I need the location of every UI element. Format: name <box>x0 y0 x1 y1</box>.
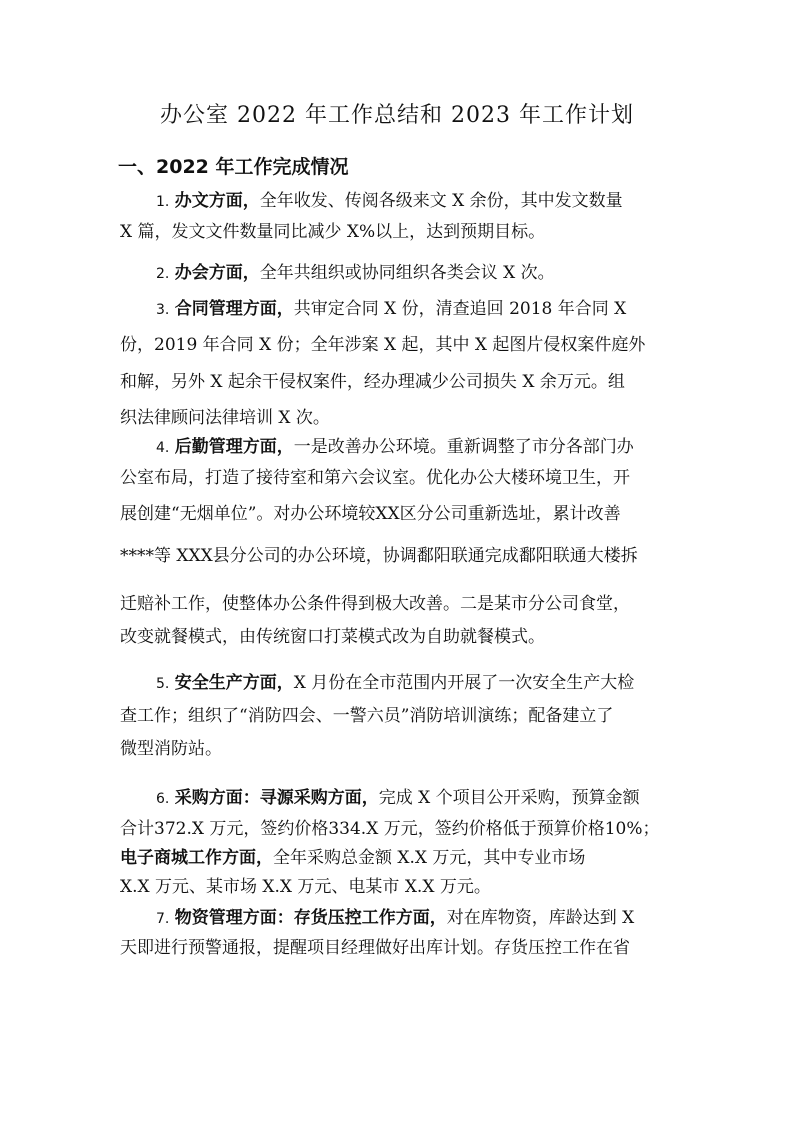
item-number: 4. <box>156 440 170 456</box>
item-heading: 采购方面：寻源采购方面， <box>174 788 379 808</box>
item-text: 全年收发、传阅各级来文 X 余份，其中发文数量 <box>259 191 623 211</box>
item-number: 1. <box>156 194 170 210</box>
paragraph-line: 织法律顾问法律培训 X 次。 <box>120 408 330 428</box>
item-text: 共审定合同 X 份，清查追回 2018 年合同 X <box>293 299 627 319</box>
paragraph-line <box>156 787 640 810</box>
item-heading: 后勤管理方面， <box>174 437 294 457</box>
paragraph-line: 查工作；组织了“消防四会、一警六员”消防培训演练；配备建立了 <box>120 706 614 726</box>
item-number: 5. <box>156 676 170 692</box>
item-heading: 办会方面， <box>174 263 260 283</box>
item-number: 3. <box>156 302 170 318</box>
paragraph-line <box>156 190 623 213</box>
paragraph-line: 公室布局，打造了接待室和第六会议室。优化办公大楼环境卫生，开 <box>120 468 630 488</box>
paragraph-line <box>156 436 634 459</box>
item-heading: 物资管理方面：存货压控工作方面， <box>174 908 447 928</box>
item-text: 完成 X 个项目公开采购，预算金额 <box>378 788 640 808</box>
item-number: 7. <box>156 911 170 927</box>
document-title: 办公室 2022 年工作总结和 2023 年工作计划 <box>160 103 634 128</box>
paragraph-line: 天即进行预警通报，提醒项目经理做好出库计划。存货压控工作在省 <box>120 938 630 958</box>
item-number: 2. <box>156 266 170 282</box>
paragraph-line <box>156 672 634 695</box>
paragraph-line: X 篇，发文文件数量同比减少 X%以上，达到预期目标。 <box>120 222 546 242</box>
paragraph-line: 份，2019 年合同 X 份；全年涉案 X 起，其中 X 起图片侵权案件庭外 <box>120 335 646 355</box>
paragraph-line <box>156 298 626 321</box>
item-heading: 安全生产方面， <box>174 673 294 693</box>
item-text: 一是改善办公环境。重新调整了市分各部门办 <box>293 437 634 457</box>
section-heading: 一、2022 年工作完成情况 <box>118 156 349 178</box>
item-heading: 合同管理方面， <box>174 299 294 319</box>
paragraph-line: ****等 XXX县分公司的办公环境，协调鄱阳联通完成鄱阳联通大楼拆 <box>120 546 638 566</box>
paragraph-line: 和解，另外 X 起余干侵权案件，经办理减少公司损失 X 余万元。组 <box>120 372 625 392</box>
paragraph-line: 展创建“无烟单位”。对办公环境较XX区分公司重新选址，累计改善 <box>120 504 621 524</box>
paragraph-line <box>156 907 634 930</box>
paragraph-line <box>156 262 555 285</box>
item-text: 对在库物资，库龄达到 X <box>446 908 635 928</box>
item-text: 全年采购总金额 X.X 万元，其中专业市场 <box>273 848 586 868</box>
item-heading: 办文方面， <box>174 191 260 211</box>
paragraph-line: 合计372.X 万元，签约价格334.X 万元，签约价格低于预算价格10%； <box>120 819 660 839</box>
paragraph-line: X.X 万元、某市场 X.X 万元、电某市 X.X 万元。 <box>120 877 491 897</box>
item-subheading: 电子商城工作方面， <box>120 848 273 868</box>
item-number: 6. <box>156 791 170 807</box>
item-text: X 月份在全市范围内开展了一次安全生产大检 <box>293 673 635 693</box>
paragraph-line <box>120 847 585 869</box>
paragraph-line: 微型消防站。 <box>120 739 222 759</box>
item-text: 全年共组织或协同组织各类会议 X 次。 <box>259 263 555 283</box>
paragraph-line: 改变就餐模式，由传统窗口打菜模式改为自助就餐模式。 <box>120 627 545 647</box>
paragraph-line: 迁赔补工作，使整体办公条件得到极大改善。二是某市分公司食堂， <box>120 594 630 614</box>
